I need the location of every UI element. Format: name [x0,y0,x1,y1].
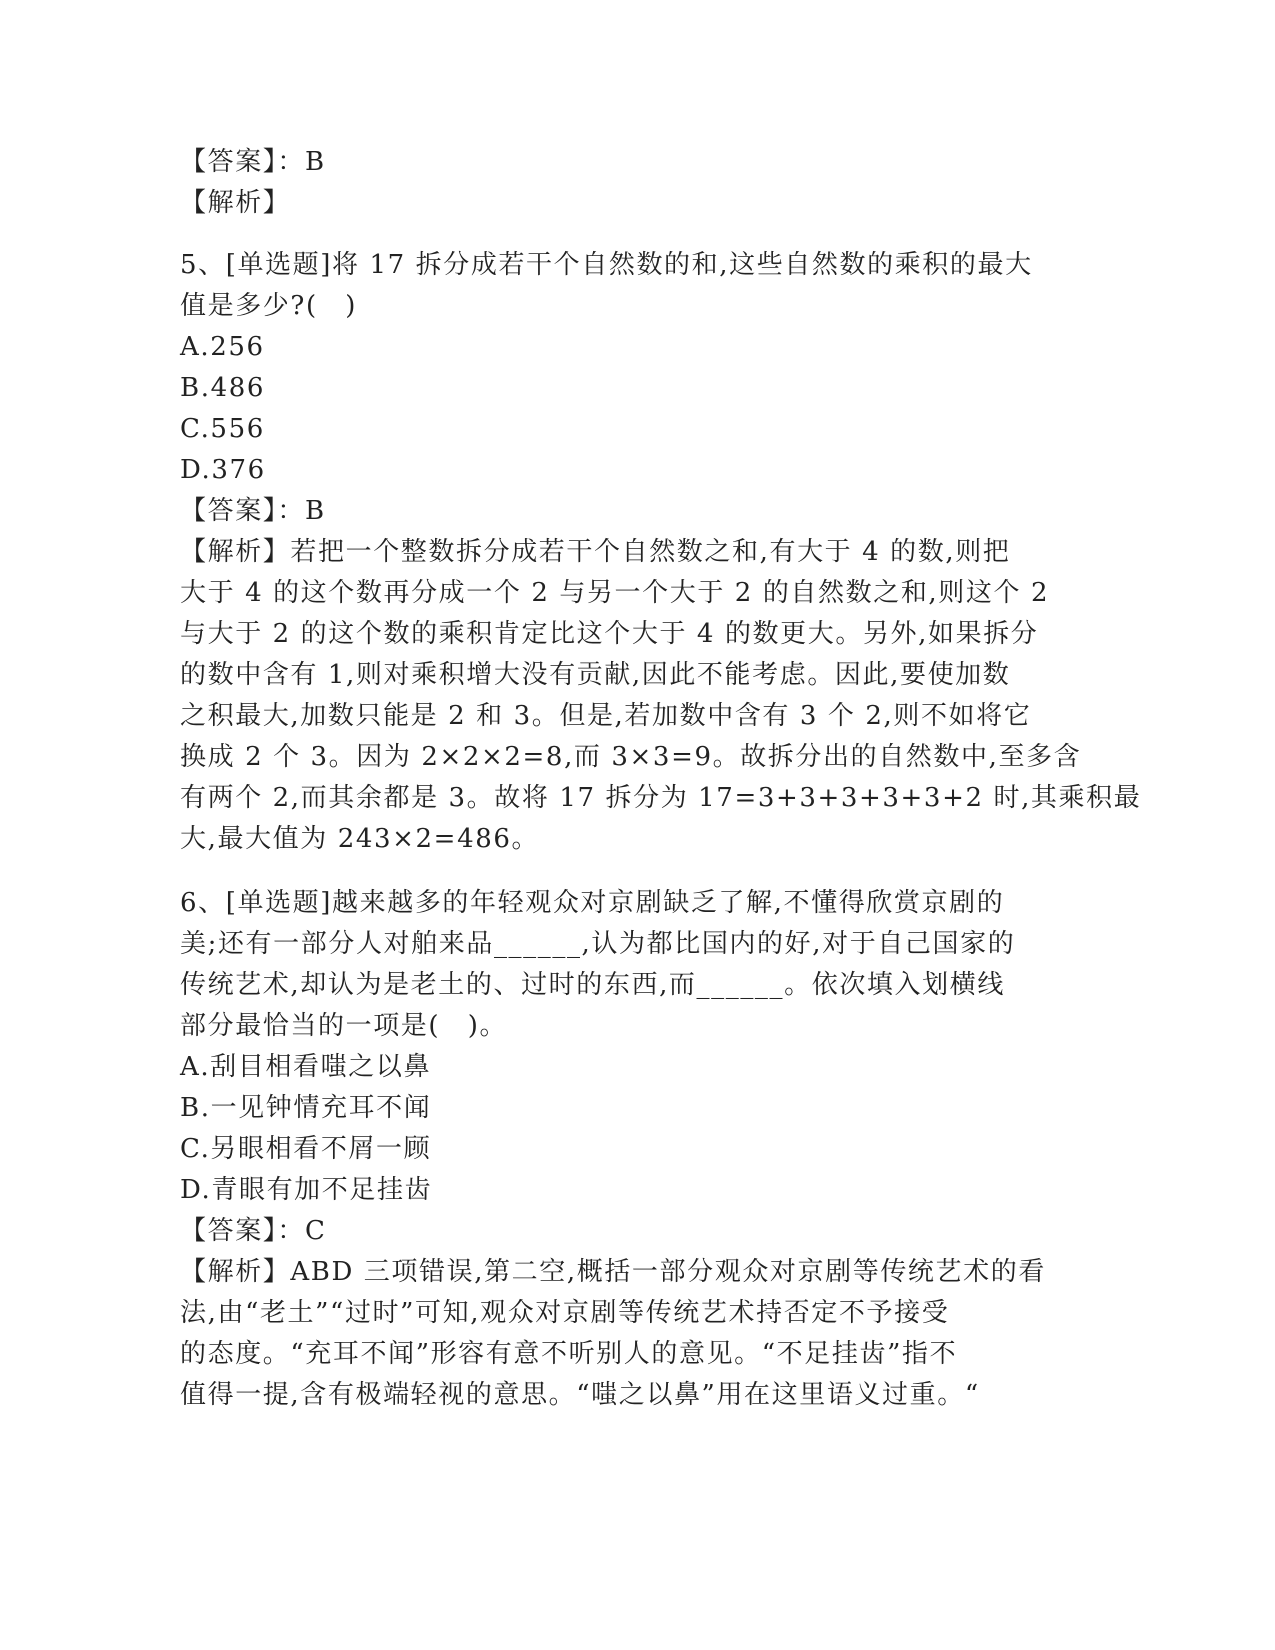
q5-option-a: A.256 [180,332,265,362]
q5-option-c: C.556 [180,414,265,444]
q6-answer-line: 【答案】：C [180,1216,327,1246]
q6-option-c: C.另眼相看不屑一顾 [180,1134,432,1164]
q5-analysis-line: 与大于 2 的这个数的乘积肯定比这个大于 4 的数更大。另外,如果拆分 [180,619,1039,649]
q6-option-d: D.青眼有加不足挂齿 [180,1175,433,1205]
q5-answer-line: 【答案】：B [180,496,326,526]
q5-question-line: 值是多少?( ) [180,291,358,321]
q5-analysis-line: 【解析】若把一个整数拆分成若干个自然数之和,有大于 4 的数,则把 [180,537,1011,567]
q5-analysis-line: 的数中含有 1,则对乘积增大没有贡献,因此不能考虑。因此,要使加数 [180,660,1011,690]
q5-analysis-line: 之积最大,加数只能是 2 和 3。但是,若加数中含有 3 个 2,则不如将它 [180,701,1032,731]
q6-question-line: 传统艺术,却认为是老土的、过时的东西,而______。依次填入划横线 [180,970,1005,1000]
q6-option-b: B.一见钟情充耳不闻 [180,1093,432,1123]
q5-option-d: D.376 [180,455,266,485]
q6-analysis-line: 【解析】ABD 三项错误,第二空,概括一部分观众对京剧等传统艺术的看 [180,1257,1046,1287]
prev-analysis-line: 【解析】 [180,188,291,218]
q5-question-line: 5、[单选题]将 17 拆分成若干个自然数的和,这些自然数的乘积的最大 [180,250,1033,280]
q6-analysis-line: 的态度。“充耳不闻”形容有意不听别人的意见。“不足挂齿”指不 [180,1339,958,1369]
q6-question-line: 部分最恰当的一项是( )。 [180,1011,508,1041]
q5-option-b: B.486 [180,373,265,403]
q5-analysis-line: 大于 4 的这个数再分成一个 2 与另一个大于 2 的自然数之和,则这个 2 [180,578,1050,608]
q6-analysis-line: 法,由“老土”“过时”可知,观众对京剧等传统艺术持否定不予接受 [180,1298,950,1328]
q6-option-a: A.刮目相看嗤之以鼻 [180,1052,432,1082]
q6-question-line: 美;还有一部分人对舶来品______,认为都比国内的好,对于自己国家的 [180,929,1016,959]
prev-answer-line: 【答案】：B [180,147,326,177]
q6-question-line: 6、[单选题]越来越多的年轻观众对京剧缺乏了解,不懂得欣赏京剧的 [180,888,1005,918]
q5-analysis-line: 有两个 2,而其余都是 3。故将 17 拆分为 17=3+3+3+3+3+2 时,其乘积最 [180,783,1142,813]
q5-analysis-line: 换成 2 个 3。因为 2×2×2=8,而 3×3=9。故拆分出的自然数中,至多含 [180,742,1082,772]
q5-analysis-line: 大,最大值为 243×2=486。 [180,824,540,854]
q6-analysis-line: 值得一提,含有极端轻视的意思。“嗤之以鼻”用在这里语义过重。“ [180,1380,980,1410]
